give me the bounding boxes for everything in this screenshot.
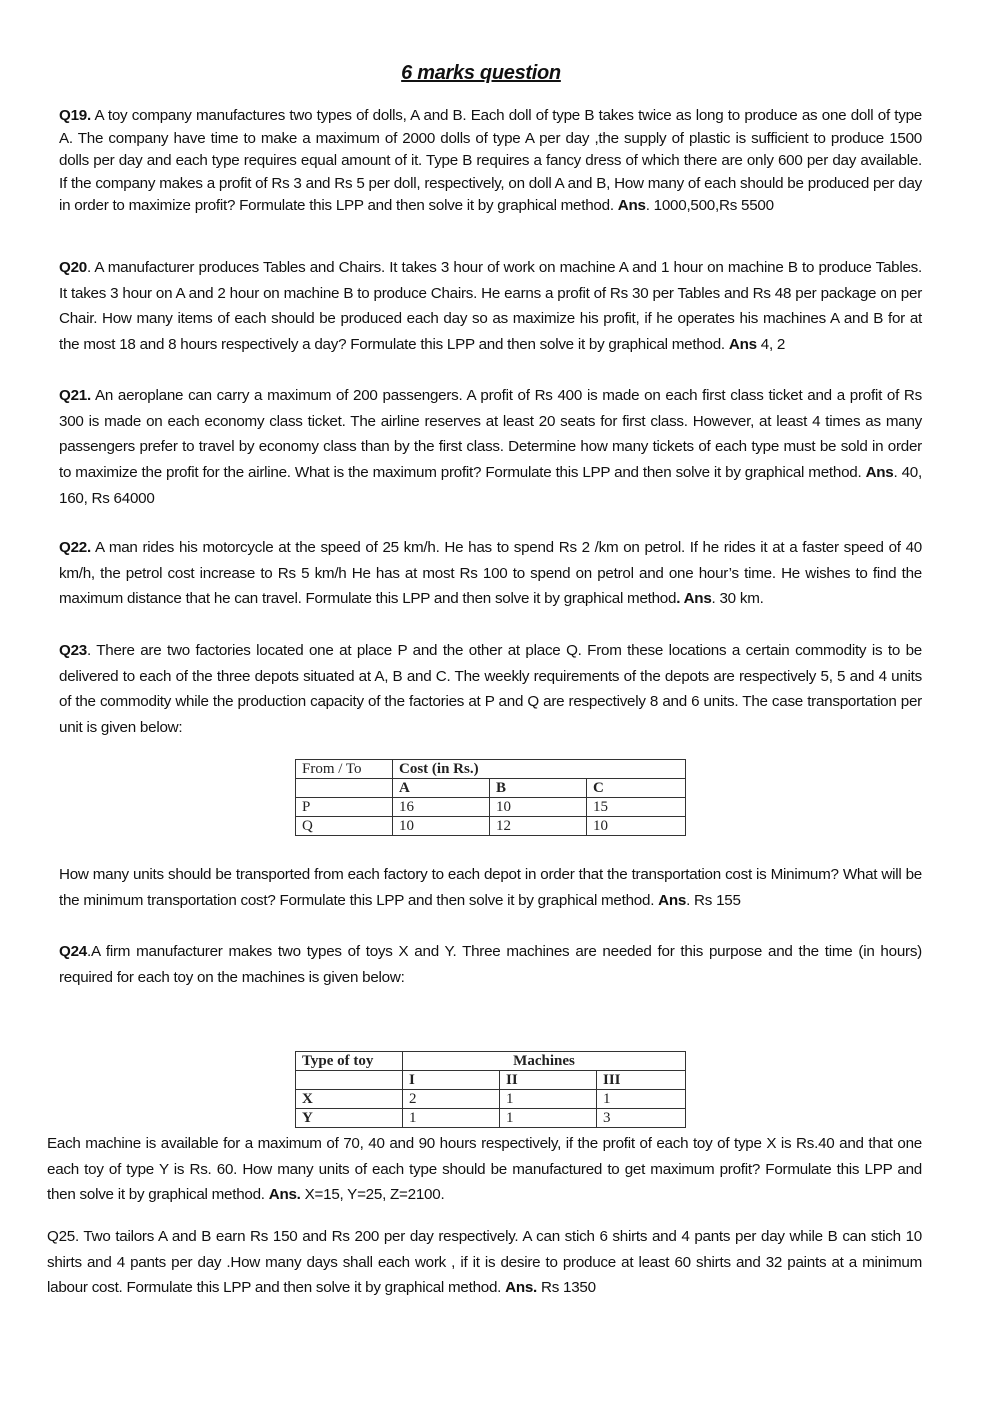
- table-col-c: C: [587, 779, 686, 798]
- answer-value: . 30 km.: [711, 590, 764, 608]
- table-cell: 1: [403, 1109, 500, 1128]
- question-24: [59, 939, 922, 990]
- question-23-continued: [59, 862, 922, 913]
- table-cell: 12: [490, 817, 587, 836]
- answer-value: 4, 2: [756, 336, 786, 354]
- question-text: .A firm manufacturer makes two types of toys X and Y. Three machines are needed for this purpose and the time (in hours) required for each toy on the machines is given below:: [59, 943, 922, 986]
- table-header-machines: Machines: [403, 1052, 686, 1071]
- answer-label: Ans.: [268, 1186, 301, 1204]
- answer-label: Ans: [728, 336, 757, 354]
- question-25: [47, 1224, 922, 1301]
- table-row: [296, 817, 686, 836]
- question-23: [59, 638, 922, 741]
- question-label: Q23: [59, 642, 87, 659]
- question-19: [59, 105, 922, 218]
- answer-value: . Rs 155: [686, 891, 741, 909]
- table-cell-empty: [296, 779, 393, 798]
- answer-label: Ans: [658, 891, 687, 909]
- table-header-from-to: From / To: [296, 760, 393, 779]
- table-cell: 10: [393, 817, 490, 836]
- table-cell: 1: [597, 1090, 686, 1109]
- table-cell: 3: [597, 1109, 686, 1128]
- row-label: X: [296, 1090, 403, 1109]
- question-20: [59, 255, 922, 358]
- question-22: [59, 535, 922, 612]
- question-text: . There are two factories located one at place P and the other at place Q. From these locations a certain commodity is to be delivered to each of the three depots situated at A, B and C. The weekly requirements of the depots are respectively 5, 5 and 4 units of the commodity while the production capacity of the factories at P and Q are respectively 8 and 6 units. The case transportation per unit is given below:: [59, 642, 922, 737]
- question-label: Q21.: [59, 387, 91, 404]
- table-cell-empty: [296, 1071, 403, 1090]
- answer-label: . Ans: [676, 590, 712, 608]
- answer-label: Ans: [865, 464, 894, 482]
- table-header-type-of-toy: Type of toy: [296, 1052, 403, 1071]
- page-title: 6 marks question: [401, 62, 561, 84]
- table-header-cost: Cost (in Rs.): [393, 760, 686, 779]
- question-text: . A manufacturer produces Tables and Chairs. It takes 3 hour of work on machine A and 1 hour on machine B to produce Tables. It takes 3 hour on A and 2 hour on machine B to produce Chairs. He earns a profit of Rs 30 per Tables and Rs 48 per package on per Chair. How many items of each should be produced each day so as maximize his profit, if he operates his machines A and B for at the most 18 and 8 hours respectively a day? Formulate this LPP and then solve it by graphical method.: [59, 259, 922, 354]
- question-21: [59, 383, 922, 512]
- question-text: A man rides his motorcycle at the speed of 25 km/h. He has to spend Rs 2 /km on petrol. If he rides it at a faster speed of 40 km/h, the petrol cost increase to Rs 5 km/h He has at most Rs 100 to spend on petrol and one hour’s time. He wishes to find the maximum distance that he can travel. Formulate this LPP and then solve it by graphical method: [59, 539, 922, 608]
- question-text: How many units should be transported from each factory to each depot in order that the transportation cost is Minimum? What will be the minimum transportation cost? Formulate this LPP and then solve it by graphical method.: [59, 866, 922, 909]
- table-col-iii: III: [597, 1071, 686, 1090]
- answer-value: X=15, Y=25, Z=2100.: [300, 1186, 445, 1204]
- table-row: [296, 1109, 686, 1128]
- question-label: Q20: [59, 259, 87, 276]
- table-col-b: B: [490, 779, 587, 798]
- answer-label: Ans: [617, 197, 646, 214]
- table-cell: 10: [587, 817, 686, 836]
- question-text: Each machine is available for a maximum of 70, 40 and 90 hours respectively, if the profit of each toy of type X is Rs.40 and that one each toy of type Y is Rs. 60. How many units of each type should be manufactured to get maximum profit? Formulate this LPP and then solve it by graphical method.: [47, 1135, 922, 1204]
- table-cell: 15: [587, 798, 686, 817]
- question-label: Q24: [59, 943, 87, 960]
- answer-value: . 40, 160, Rs 64000: [59, 464, 922, 507]
- question-text: An aeroplane can carry a maximum of 200 passengers. A profit of Rs 400 is made on each first class ticket and a profit of Rs 300 is made on each economy class ticket. The airline reserves at least 20 seats for first class. However, at least 4 times as many passengers prefer to travel by economy class than by the first class. Determine how many tickets of each type must be sold in order to maximize the profit for the airline. What is the maximum profit? Formulate this LPP and then solve it by graphical method.: [59, 387, 922, 482]
- answer-value: . 1000,500,Rs 5500: [645, 197, 774, 214]
- question-label: Q19.: [59, 107, 91, 124]
- question-text: A toy company manufactures two types of dolls, A and B. Each doll of type B takes twice as long to produce as one doll of type A. The company have time to make a maximum of 2000 dolls of type A per day ,the supply of plastic is sufficient to produce 1500 dolls per day and each type requires equal amount of it. Type B requires a fancy dress of which there are only 600 per day available. If the company makes a profit of Rs 3 and Rs 5 per doll, respectively, on doll A and B, How many of each should be produced per day in order to maximize profit? Formulate this LPP and then solve it by graphical method.: [59, 107, 922, 214]
- answer-value: Rs 1350: [537, 1279, 596, 1297]
- table-cell: 16: [393, 798, 490, 817]
- question-24-continued: [47, 1131, 922, 1208]
- question-text: Q25. Two tailors A and B earn Rs 150 and Rs 200 per day respectively. A can stich 6 shirts and 4 pants per day while B can stich 10 shirts and 4 pants per day .How many days shall each work , if it is desire to produce at least 60 shirts and 32 paints at a minimum labour cost. Formulate this LPP and then solve it by graphical method.: [47, 1228, 922, 1297]
- table-cell: 10: [490, 798, 587, 817]
- table-col-ii: II: [500, 1071, 597, 1090]
- row-label: Q: [296, 817, 393, 836]
- answer-label: Ans.: [505, 1279, 538, 1297]
- table-row: [296, 1090, 686, 1109]
- row-label: P: [296, 798, 393, 817]
- table-cell: 2: [403, 1090, 500, 1109]
- row-label: Y: [296, 1109, 403, 1128]
- table-col-i: I: [403, 1071, 500, 1090]
- question-label: Q22.: [59, 539, 91, 556]
- table-row: [296, 798, 686, 817]
- transport-cost-table: [295, 759, 686, 836]
- table-col-a: A: [393, 779, 490, 798]
- table-cell: 1: [500, 1090, 597, 1109]
- table-cell: 1: [500, 1109, 597, 1128]
- machine-hours-table: [295, 1051, 686, 1128]
